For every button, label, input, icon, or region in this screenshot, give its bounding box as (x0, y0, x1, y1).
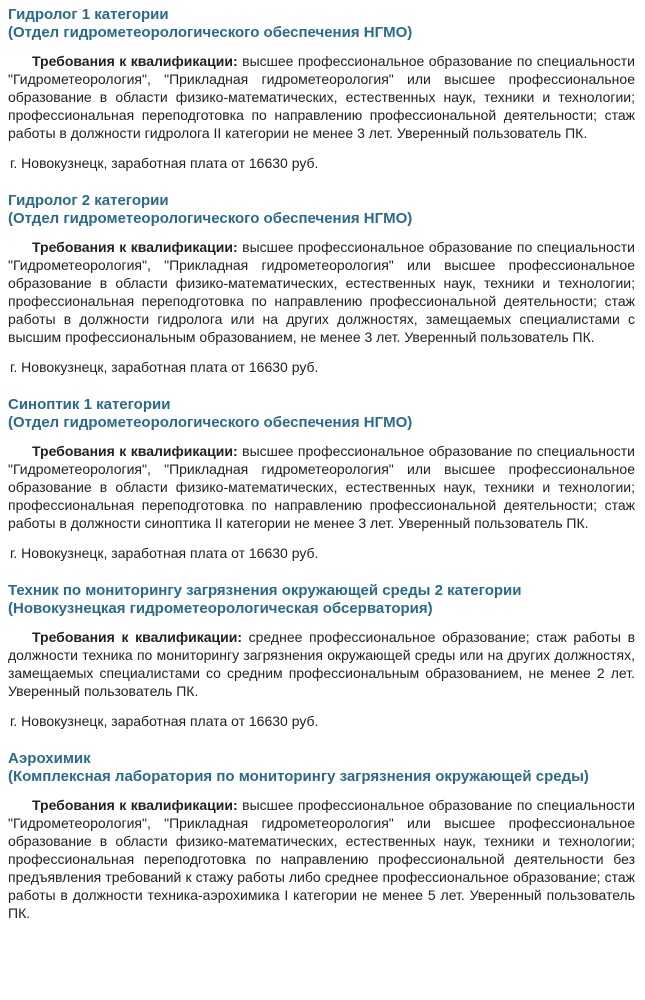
vacancy-title: Гидролог 1 категории (8, 6, 169, 23)
vacancy-item (8, 6, 635, 172)
vacancy-requirements (8, 442, 635, 532)
requirements-text: среднее профессиональное образование; стаж работы в должности техника по мониторингу загрязнения окружающей среды или на других должностях, замещаемых специалистами со средним профессиональным образованием, не менее 2 лет. Уверенный пользователь ПК. (8, 629, 636, 699)
vacancy-location-salary: г. Новокузнецк, заработная плата от 16630 руб. (10, 545, 319, 561)
vacancy-title: Аэрохимик (8, 750, 91, 767)
vacancy-department: (Отдел гидрометеорологического обеспечения НГМО) (8, 414, 413, 431)
vacancy-department: (Новокузнецкая гидрометеорологическая обсерватория) (8, 600, 433, 617)
vacancy-item (8, 396, 635, 562)
vacancy-location-salary: г. Новокузнецк, заработная плата от 16630 руб. (10, 359, 319, 375)
vacancy-item (8, 582, 635, 730)
vacancy-requirements (8, 52, 635, 142)
vacancy-title: Гидролог 2 категории (8, 192, 169, 209)
vacancy-title: Синоптик 1 категории (8, 396, 171, 413)
vacancy-department: (Отдел гидрометеорологического обеспечения НГМО) (8, 24, 413, 41)
requirements-text: высшее профессиональное образование по специальности "Гидрометеорология", "Прикладная гидрометеорология" или высшее профессиональное образование в области физико-математических, естественных наук, техники и технологии; профессиональная переподготовка по направлению профессиональной деятельности; стаж работы в должности гидролога или на других должностях, замещаемых специалистами с высшим профессиональным образованием, не менее 3 лет. Уверенный пользователь ПК. (8, 239, 635, 345)
vacancy-department: (Отдел гидрометеорологического обеспечения НГМО) (8, 210, 413, 227)
vacancy-requirements (8, 796, 635, 922)
requirements-text: высшее профессиональное образование по специальности "Гидрометеорология", "Прикладная гидрометеорология" или высшее профессиональное образование в области физико-математических, естественных наук, техники и технологии; профессиональная переподготовка по направлению профессиональной деятельности; стаж работы в должности синоптика II категории не менее 3 лет. Уверенный пользователь ПК. (8, 443, 635, 531)
vacancy-requirements (8, 628, 635, 700)
vacancy-title-block (8, 750, 635, 786)
vacancy-item (8, 750, 635, 922)
vacancy-requirements (8, 238, 635, 346)
vacancy-title: Техник по мониторингу загрязнения окружающей среды 2 категории (8, 582, 522, 599)
requirements-label: Требования к квалификации: (32, 443, 238, 459)
requirements-label: Требования к квалификации: (32, 53, 238, 69)
vacancy-title-block (8, 582, 635, 618)
vacancy-location-salary: г. Новокузнецк, заработная плата от 16630 руб. (10, 155, 319, 171)
vacancy-title-block (8, 6, 635, 42)
vacancy-item (8, 192, 635, 376)
vacancy-title-block (8, 192, 635, 228)
vacancy-location-salary: г. Новокузнецк, заработная плата от 16630 руб. (10, 713, 319, 729)
requirements-label: Требования к квалификации: (32, 629, 242, 645)
requirements-label: Требования к квалификации: (32, 797, 238, 813)
requirements-text: высшее профессиональное образование по специальности "Гидрометеорология", "Прикладная гидрометеорология" или высшее профессиональное образование в области физико-математических, естественных наук, техники и технологии; профессиональная переподготовка по направлению профессиональной деятельности; стаж работы в должности гидролога II категории не менее 3 лет. Уверенный пользователь ПК. (8, 53, 635, 141)
requirements-text: высшее профессиональное образование по специальности "Гидрометеорология", "Прикладная гидрометеорология" или высшее профессиональное образование в области физико-математических, естественных наук, техники и технологии; профессиональная переподготовка по направлению профессиональной деятельности без предъявления требований к стажу работы либо среднее профессиональное образование; стаж работы в должности техника-аэрохимика I категории не менее 5 лет. Уверенный пользователь ПК. (8, 797, 635, 921)
requirements-label: Требования к квалификации: (32, 239, 238, 255)
vacancy-department: (Комплексная лаборатория по мониторингу загрязнения окружающей среды) (8, 768, 589, 785)
vacancy-title-block (8, 396, 635, 432)
